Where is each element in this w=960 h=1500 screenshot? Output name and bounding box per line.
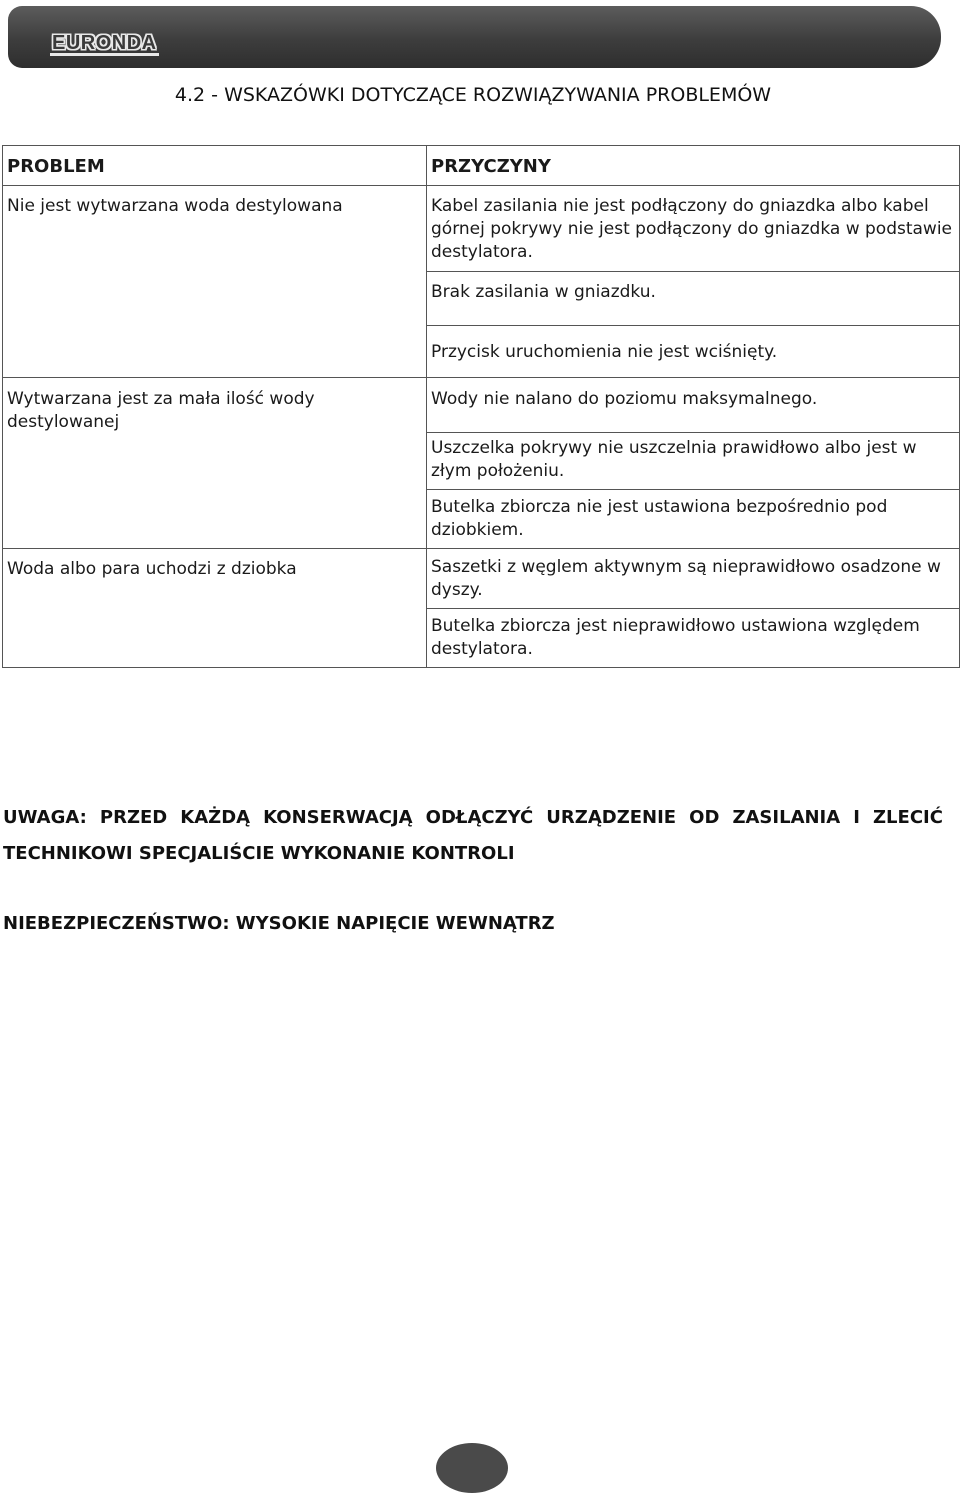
- danger-warning: NIEBEZPIECZEŃSTWO: WYSOKIE NAPIĘCIE WEWNĄTRZ: [3, 913, 555, 934]
- table-row: [3, 378, 960, 433]
- euronda-logo: [48, 31, 161, 55]
- logo-text: EURONDA: [52, 31, 157, 54]
- cause-cell: Brak zasilania w gniazdku.: [427, 272, 960, 326]
- header-causes: PRZYCZYNY: [427, 146, 960, 186]
- cause-cell: Saszetki z węglem aktywnym są nieprawidłowo osadzone w dyszy.: [427, 549, 960, 609]
- uwaga-word: OD: [689, 807, 720, 828]
- cause-cell: Wody nie nalano do poziomu maksymalnego.: [427, 378, 960, 433]
- uwaga-label: UWAGA:: [3, 807, 87, 828]
- uwaga-word: URZĄDZENIE: [546, 807, 677, 828]
- cause-cell: Butelka zbiorcza nie jest ustawiona bezpośrednio pod dziobkiem.: [427, 490, 960, 549]
- header-band: [8, 6, 941, 68]
- problem-cell: Woda albo para uchodzi z dziobka: [3, 549, 427, 668]
- cause-cell: Przycisk uruchomienia nie jest wciśnięty.: [427, 326, 960, 378]
- header-problem: PROBLEM: [3, 146, 427, 186]
- cause-cell: Butelka zbiorcza jest nieprawidłowo ustawiona względem destylatora.: [427, 609, 960, 668]
- uwaga-word: ODŁĄCZYĆ: [425, 807, 534, 828]
- uwaga-word: ZASILANIA: [732, 807, 841, 828]
- cause-cell: Uszczelka pokrywy nie uszczelnia prawidłowo albo jest w złym położeniu.: [427, 433, 960, 490]
- table-header-row: [3, 146, 960, 186]
- section-title: 4.2 - WSKAZÓWKI DOTYCZĄCE ROZWIĄZYWANIA PROBLEMÓW: [174, 84, 772, 106]
- uwaga-word: ZLECIĆ: [873, 807, 943, 828]
- uwaga-word: I: [853, 807, 860, 828]
- table-row: [3, 186, 960, 272]
- troubleshooting-table: [2, 145, 960, 668]
- logo-underline: [50, 53, 159, 56]
- uwaga-word: KAŻDĄ: [180, 807, 251, 828]
- uwaga-word: PRZED: [99, 807, 168, 828]
- table-row: [3, 549, 960, 609]
- cause-cell: Kabel zasilania nie jest podłączony do gniazdka albo kabel górnej pokrywy nie jest podłączony do gniazdka w podstawie destylatora.: [427, 186, 960, 272]
- uwaga-word: KONSERWACJĄ: [263, 807, 413, 828]
- uwaga-warning-line-2: TECHNIKOWI SPECJALIŚCIE WYKONANIE KONTROLI: [3, 843, 515, 864]
- uwaga-warning-line: [3, 807, 943, 828]
- page-number-badge: [436, 1443, 508, 1493]
- problem-cell: Nie jest wytwarzana woda destylowana: [3, 186, 427, 378]
- problem-cell: Wytwarzana jest za mała ilość wody destylowanej: [3, 378, 427, 549]
